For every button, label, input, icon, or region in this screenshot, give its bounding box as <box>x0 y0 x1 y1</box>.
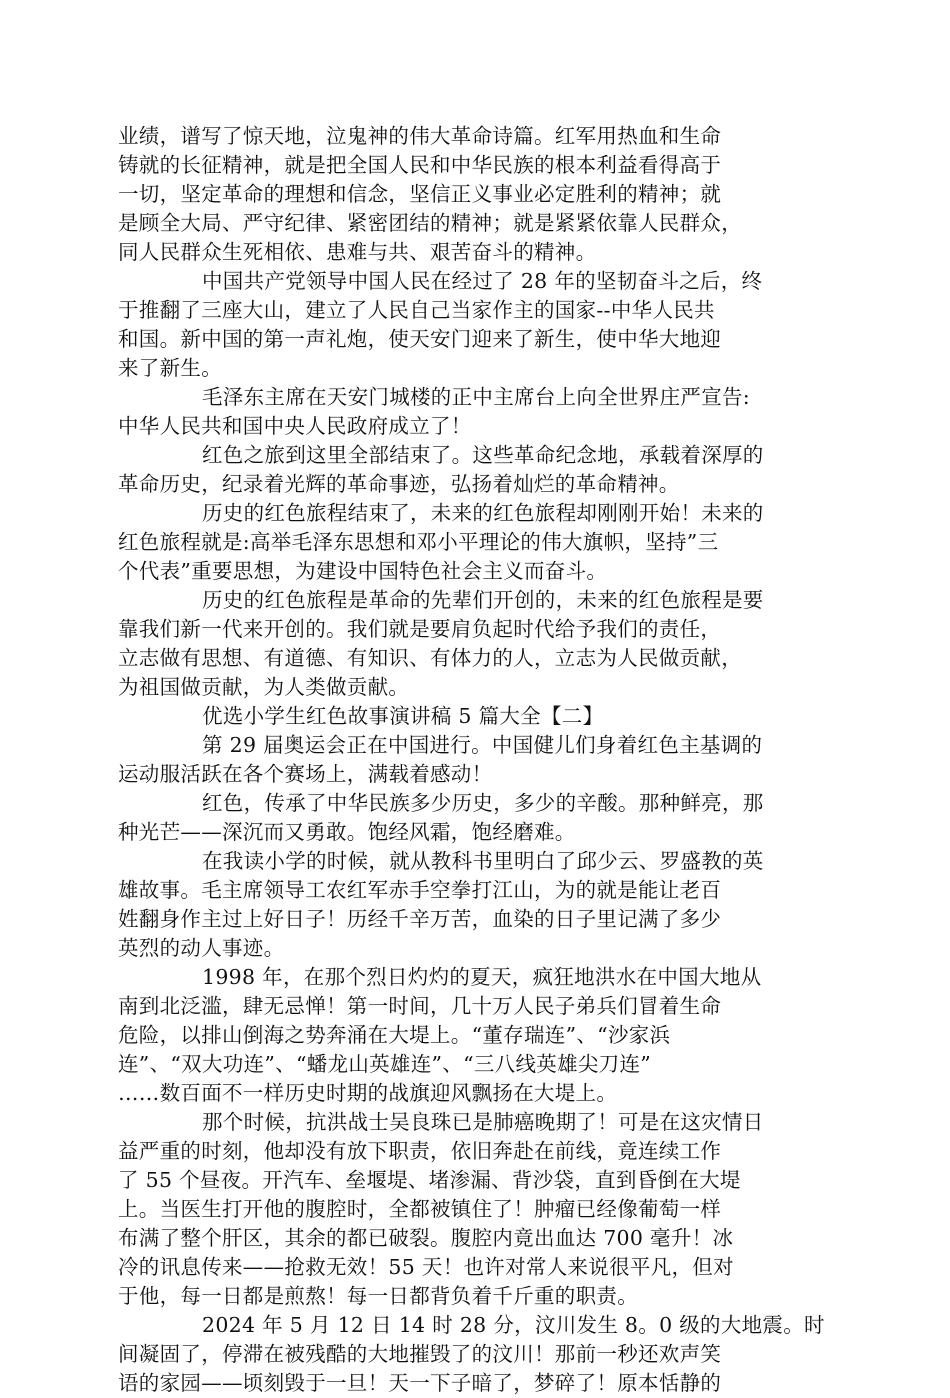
text-line: 红色之旅到这里全部结束了。这些革命纪念地，承载着深厚的 <box>202 443 764 467</box>
text-line: 业绩，谱写了惊天地，泣鬼神的伟大革命诗篇。红军用热血和生命 <box>118 124 722 148</box>
text-line: 上。当医生打开他的腹腔时，全都被镇住了！肿瘤已经像葡萄一样 <box>118 1197 722 1221</box>
text-line: 第 29 届奥运会正在中国进行。中国健儿们身着红色主基调的 <box>202 733 763 757</box>
text-line: 2024 年 5 月 12 日 14 时 28 分，汶川发生 8。0 级的大地震。时 <box>202 1313 825 1337</box>
text-line: 为祖国做贡献，为人类做贡献。 <box>118 675 410 699</box>
text-line: 语的家园——顷刻毁于一旦！天一下子暗了，梦碎了！原本恬静的 <box>118 1371 722 1395</box>
text-line: 姓翻身作主过上好日子！历经千辛万苦，血染的日子里记满了多少 <box>118 907 722 931</box>
text-line: 英烈的动人事迹。 <box>118 936 285 960</box>
text-line: 于他，每一日都是煎熬！每一日都背负着千斤重的职责。 <box>118 1284 638 1308</box>
text-line: 于推翻了三座大山，建立了人民自己当家作主的国家--中华人民共 <box>118 298 715 322</box>
text-line: 布满了整个肝区，其余的都已破裂。腹腔内竟出血达 700 毫升！冰 <box>118 1226 734 1250</box>
text-line: 了 55 个昼夜。开汽车、垒堰堤、堵渗漏、背沙袋，直到昏倒在大堤 <box>118 1168 741 1192</box>
text-line: 危险，以排山倒海之势奔涌在大堤上。“董存瑞连”、“沙家浜 <box>118 1023 671 1047</box>
text-line: 来了新生。 <box>118 356 222 380</box>
text-line: 历史的红色旅程结束了，未来的红色旅程却刚刚开始！未来的 <box>202 501 764 525</box>
text-line: 毛泽东主席在天安门城楼的正中主席台上向全世界庄严宣告: <box>202 385 751 409</box>
text-line: 中国共产党领导中国人民在经过了 28 年的坚韧奋斗之后，终 <box>202 269 763 293</box>
text-line: 一切，坚定革命的理想和信念，坚信正义事业必定胜利的精神；就 <box>118 182 722 206</box>
text-line: 红色旅程就是:高举毛泽东思想和邓小平理论的伟大旗帜，坚持”三 <box>118 530 719 554</box>
text-line: 历史的红色旅程是革命的先辈们开创的，未来的红色旅程是要 <box>202 588 764 612</box>
text-line: 中华人民共和国中央人民政府成立了！ <box>118 414 472 438</box>
text-line: 和国。新中国的第一声礼炮，使天安门迎来了新生，使中华大地迎 <box>118 327 722 351</box>
text-line: 运动服活跃在各个赛场上，满载着感动！ <box>118 762 493 786</box>
text-line: 是顾全大局、严守纪律、紧密团结的精神；就是紧紧依靠人民群众， <box>118 211 742 235</box>
document-body <box>118 122 830 1398</box>
text-line: ……数百面不一样历史时期的战旗迎风飘扬在大堤上。 <box>118 1081 618 1105</box>
text-line: 1998 年，在那个烈日灼灼的夏天，疯狂地洪水在中国大地从 <box>202 965 762 989</box>
text-line: 优选小学生红色故事演讲稿 5 篇大全【二】 <box>202 704 604 728</box>
text-line: 益严重的时刻，他却没有放下职责，依旧奔赴在前线，竟连续工作 <box>118 1139 722 1163</box>
text-line: 在我读小学的时候，就从教科书里明白了邱少云、罗盛教的英 <box>202 849 764 873</box>
text-line: 同人民群众生死相依、患难与共、艰苦奋斗的精神。 <box>118 240 597 264</box>
text-line: 靠我们新一代来开创的。我们就是要肩负起时代给予我们的责任， <box>118 617 722 641</box>
text-line: 立志做有思想、有道德、有知识、有体力的人，立志为人民做贡献， <box>118 646 742 670</box>
text-line: 革命历史，纪录着光辉的革命事迹，弘扬着灿烂的革命精神。 <box>118 472 680 496</box>
text-line: 雄故事。毛主席领导工农红军赤手空拳打江山，为的就是能让老百 <box>118 878 722 902</box>
text-line: 铸就的长征精神，就是把全国人民和中华民族的根本利益看得高于 <box>118 153 722 177</box>
text-line: 间凝固了，停滞在被残酷的大地摧毁了的汶川！那前一秒还欢声笑 <box>118 1342 722 1366</box>
text-line: 南到北泛滥，肆无忌惮！第一时间，几十万人民子弟兵们冒着生命 <box>118 994 722 1018</box>
text-line: 连”、“双大功连”、“蟠龙山英雄连”、“三八线英雄尖刀连” <box>118 1052 652 1076</box>
text-line: 种光芒——深沉而又勇敢。饱经风霜，饱经磨难。 <box>118 820 576 844</box>
text-line: 冷的讯息传来——抢救无效！55 天！也许对常人来说很平凡，但对 <box>118 1255 734 1279</box>
text-line: 红色，传承了中华民族多少历史，多少的辛酸。那种鲜亮，那 <box>202 791 764 815</box>
text-line: 那个时候，抗洪战士吴良珠已是肺癌晚期了！可是在这灾情日 <box>202 1110 764 1134</box>
text-line: 个代表”重要思想，为建设中国特色社会主义而奋斗。 <box>118 559 608 583</box>
